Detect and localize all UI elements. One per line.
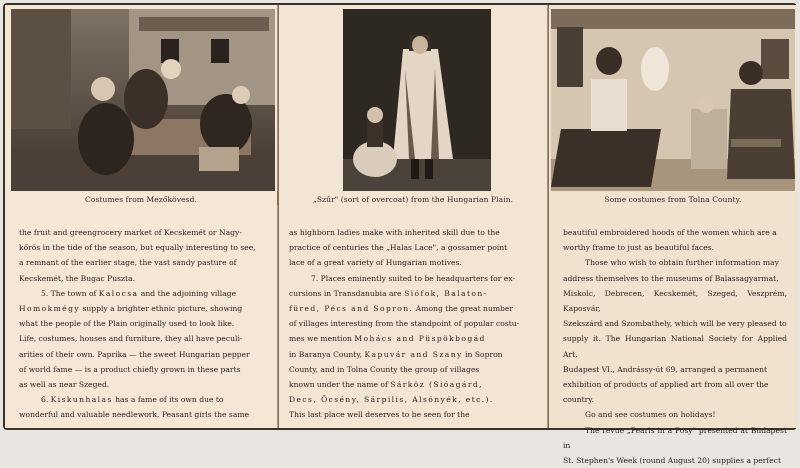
text-line: supply a brighter ethnic picture, showing (82, 304, 243, 314)
text-line: Budapest VI., Andrássy-út 69, arranged a permanent (563, 364, 768, 374)
text-line: This last place well deserves to be seen for the (289, 410, 470, 420)
text-line: cursions in Transdanubia are (289, 288, 402, 298)
text-line: mes we mention (289, 334, 352, 344)
text-line: wonderful and valuable needlework. Peasant girls the same (19, 410, 250, 420)
text-line: supply it. The Hungarian National Society for Applied Art, (563, 334, 787, 359)
photo-tolna-image (551, 9, 795, 191)
place-name: Sárköz (Sióagárd, (390, 380, 483, 390)
body-text-middle (289, 225, 535, 423)
panel-middle (279, 5, 547, 428)
text-line: kőrös in the tide of the season, but equally interesting to see, (19, 243, 256, 253)
body-text-left (19, 225, 265, 423)
photo-tolna-costumes (551, 9, 795, 191)
place-name: füred, Pécs and Sopron. (289, 304, 414, 314)
text-line: beautiful embroidered hoods of the women which are a (563, 228, 777, 237)
brochure-spread (3, 3, 797, 466)
text-line: Among the great number (415, 304, 514, 314)
photo-caption: „Szűr" (sort of overcoat) from the Hungarian Plain. (312, 195, 514, 204)
place-name: Kapuvár and Szany (364, 349, 463, 359)
place-name: Homokmégy (19, 304, 81, 314)
place-name: Decs, Őcsény, Sárpilis, Alsónyék, etc.). (289, 395, 494, 405)
photo-caption: Costumes from Mezőkövesd. (85, 195, 197, 204)
text-line: country. (563, 395, 594, 405)
photo-mezokovesd-image (11, 9, 275, 191)
text-line: 6. (41, 395, 49, 405)
text-line: St. Stephen's Week (round August 20) supplies a perfect (563, 456, 782, 466)
text-line: County, and in Tolna County the group of villages (289, 364, 480, 374)
text-line: practice of centuries the „Halas Lace", a gossamer point (289, 243, 508, 253)
text-line: Life, costumes, houses and furniture, they all have peculi- (19, 334, 243, 344)
panel-left (5, 5, 277, 428)
place-name: Kiskunhalas (50, 395, 113, 405)
panel-right (549, 5, 797, 466)
place-name: Kalocsa (98, 288, 139, 298)
photo-caption: Some costumes from Tolna County. (604, 195, 742, 204)
text-line: known under the name of (289, 380, 388, 390)
place-name: Mohács and Püspökbogád (354, 334, 486, 344)
photo-szur-image (343, 9, 491, 191)
text-line: address themselves to the museums of Balassagyarmat, (563, 273, 779, 283)
body-text-right (563, 225, 787, 468)
text-line: The revue „Pearls in a Posy" presented at Budapest in (563, 425, 787, 450)
text-line: of world fame — is a product chiefly grown in these parts (19, 364, 241, 374)
text-line: as highborn ladies make with inherited skill due to the (289, 228, 500, 237)
text-line: Kecskemét, the Bugac Puszta. (19, 273, 136, 283)
text-line: and the adjoining village (140, 288, 237, 298)
text-line: of villages interesting from the standpoint of popular costu- (289, 319, 520, 329)
photo-szur-overcoat (343, 9, 491, 191)
text-line: what the people of the Plain originally used to look like. (19, 319, 235, 329)
text-line: Miskolc, Debrecen, Kecskemét, Szeged, Veszprém, Kaposvár, (563, 288, 787, 314)
text-line: has a fame of its own due to (115, 395, 224, 405)
text-line: as well as near Szeged. (19, 380, 110, 390)
photo-mezokovesd-costumes (11, 9, 275, 191)
place-name: Siófok, Balaton- (404, 288, 488, 298)
text-line: a remnant of the earlier stage, the vast sandy pasture of (19, 258, 237, 268)
text-line: lace of a great variety of Hungarian motives. (289, 258, 462, 268)
text-line: 5. The town of (41, 288, 97, 298)
text-line: Those who wish to obtain further information may (585, 258, 779, 268)
text-line: exhibition of products of applied art from all over the (563, 380, 769, 390)
text-line: Go and see costumes on holidays! (585, 410, 716, 420)
text-line: in Baranya County, (289, 349, 363, 359)
text-line: 7. Places eminently suited to be headquarters for ex- (311, 273, 516, 283)
text-line: Szekszárd and Szombathely, which will be very pleased to (563, 319, 787, 329)
text-line: worthy frame to just as beautiful faces. (563, 243, 715, 253)
text-line: arities of their own. Paprika — the sweet Hungarian pepper (19, 349, 250, 359)
text-line: the fruit and greengrocery market of Kecskemét or Nagy- (19, 228, 242, 237)
text-line: in Sopron (465, 349, 503, 359)
